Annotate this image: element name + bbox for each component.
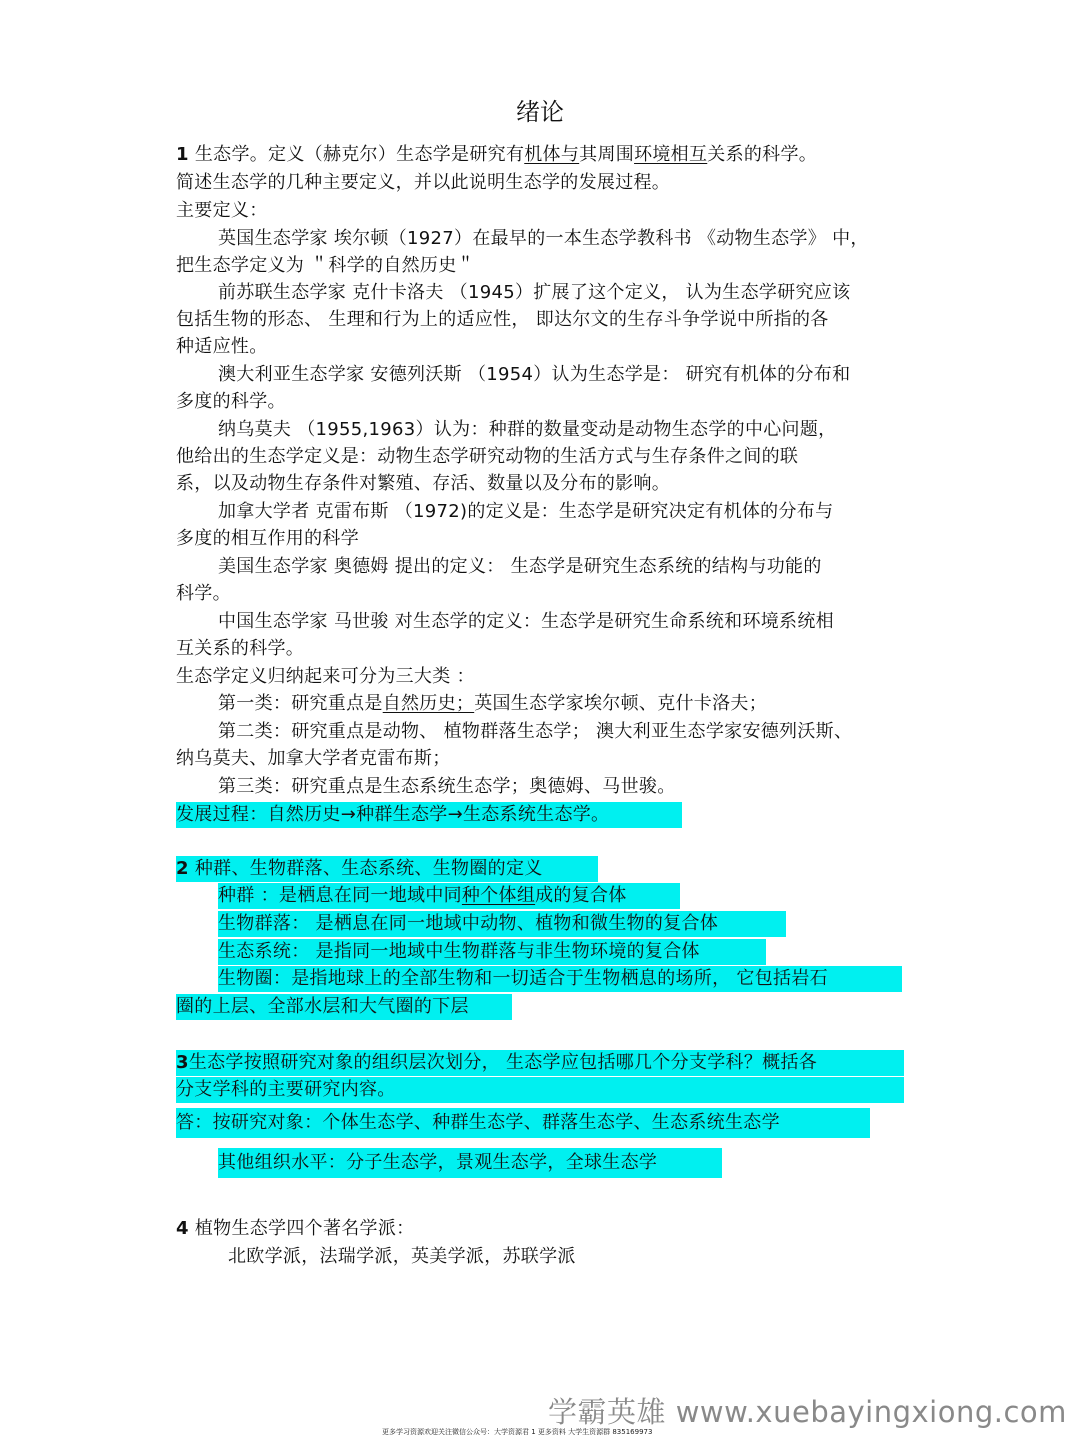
s1-heading	[176, 142, 817, 168]
paragraph-line: 科学。	[176, 583, 231, 604]
paragraph-line: 他给出的生态学定义是：动物生态学研究动物的生活方式与生存条件之间的联	[176, 446, 799, 467]
paragraph-line: 种适应性。	[176, 336, 268, 357]
paragraph-line: 中国生态学家 马世骏 对生态学的定义：生态学是研究生命系统和环境系统相	[218, 611, 834, 632]
paragraph-line: 英国生态学家 埃尔顿（1927）在最早的一本生态学教科书 《动物生态学》 中，	[218, 228, 869, 249]
page-title: 绪论	[516, 98, 564, 126]
s2-heading-text: 种群、生物群落、生态系统、生物圈的定义	[188, 858, 543, 879]
paragraph-line: 前苏联生态学家 克什卡洛夫 （1945）扩展了这个定义， 认为生态学研究应该	[218, 282, 851, 303]
paragraph-line: 把生态学定义为 ＂科学的自然历史＂	[176, 255, 475, 276]
paragraph-line: 纳乌莫夫、加拿大学者克雷布斯；	[176, 748, 451, 769]
s3-question	[176, 1050, 904, 1076]
highlighted-line: 生态系统： 是指同一地域中生物群落与非生物环境的复合体	[218, 939, 766, 965]
paragraph-line: 澳大利亚生态学家 安德列沃斯 （1954）认为生态学是： 研究有机体的分布和	[218, 364, 851, 385]
line-text: 种群 ：是栖息在同一地域中同	[218, 885, 462, 906]
paragraph-line: 第三类：研究重点是生态系统生态学；奥德姆、马世骏。	[218, 776, 676, 797]
s1-heading-text: 生态学。定义（赫克尔）生态学是研究有	[188, 144, 525, 165]
paragraph-line: 简述生态学的几种主要定义，并以此说明生态学的发展过程。	[176, 172, 671, 193]
paragraph-line: 纳乌莫夫 （1955,1963）认为：种群的数量变动是动物生态学的中心问题，	[218, 419, 837, 440]
paragraph-line: 互关系的科学。	[176, 638, 305, 659]
paragraph-line: 第二类：研究重点是动物、 植物群落生态学； 澳大利亚生态学家安德列沃斯、	[218, 721, 853, 742]
line-text: 英国生态学家埃尔顿、克什卡洛夫；	[474, 693, 768, 714]
underlined-text: 自然历史；	[382, 693, 475, 714]
s1-heading-text: 其周围	[579, 144, 635, 165]
highlighted-line: 答：按研究对象：个体生态学、种群生态学、群落生态学、生态系统生态学	[176, 1108, 870, 1138]
s4-heading	[176, 1216, 414, 1242]
s3-number: 3	[176, 1052, 189, 1073]
highlighted-line: 其他组织水平：分子生态学，景观生态学，全球生态学	[218, 1148, 722, 1178]
watermark: 学霸英雄 www.xuebayingxiong.com	[548, 1395, 1067, 1429]
highlighted-line: 生物圈：是指地球上的全部生物和一切适合于生物栖息的场所， 它包括岩石	[218, 966, 902, 992]
line-text: 成的复合体	[535, 885, 627, 906]
highlighted-line: 圈的上层、全部水层和大气圈的下层	[176, 994, 512, 1020]
s3-question-text: 生态学按照研究对象的组织层次划分， 生态学应包括哪几个分支学科？概括各	[188, 1052, 818, 1073]
paragraph-line: 加拿大学者 克雷布斯 （1972)的定义是：生态学是研究决定有机体的分布与	[218, 501, 834, 522]
paragraph-line: 生态学定义归纳起来可分为三大类 ：	[176, 666, 475, 687]
s2-heading	[176, 856, 598, 882]
highlighted-line: 生物群落： 是栖息在同一地域中动物、植物和微生物的复合体	[218, 911, 786, 937]
underlined-text: 种个体组	[461, 885, 536, 906]
s1-heading-text: 关系的科学。	[707, 144, 818, 165]
paragraph-line: 包括生物的形态、 生理和行为上的适应性， 即达尔文的生存斗争学说中所指的各	[176, 309, 829, 330]
paragraph-line: 多度的科学。	[176, 391, 286, 412]
highlighted-line: 分支学科的主要研究内容。	[176, 1077, 904, 1103]
paragraph-line	[218, 691, 767, 717]
s2-number: 2	[176, 858, 189, 879]
paragraph-line: 美国生态学家 奥德姆 提出的定义： 生态学是研究生态系统的结构与功能的	[218, 556, 822, 577]
s4-heading-text: 植物生态学四个著名学派：	[188, 1218, 415, 1239]
highlighted-line: 发展过程：自然历史→种群生态学→生态系统生态学。	[176, 802, 682, 828]
paragraph-line: 多度的相互作用的科学	[176, 528, 359, 549]
highlighted-line	[218, 883, 680, 909]
underlined-text: 环境相互	[634, 144, 708, 165]
paragraph-line: 系，以及动物生存条件对繁殖、存活、数量以及分布的影响。	[176, 473, 671, 494]
underlined-text: 机体与	[524, 144, 580, 165]
footer-note: 更多学习资源欢迎关注微信公众号：大学资源君 1 更多资料 大学生资源群 835169973	[382, 1428, 653, 1436]
s4-number: 4	[176, 1218, 189, 1239]
line-text: 第一类：研究重点是	[218, 693, 383, 714]
s1-number: 1	[176, 144, 189, 165]
paragraph-line: 北欧学派，法瑞学派，英美学派，苏联学派	[228, 1246, 576, 1267]
paragraph-line: 主要定义：	[176, 200, 268, 221]
